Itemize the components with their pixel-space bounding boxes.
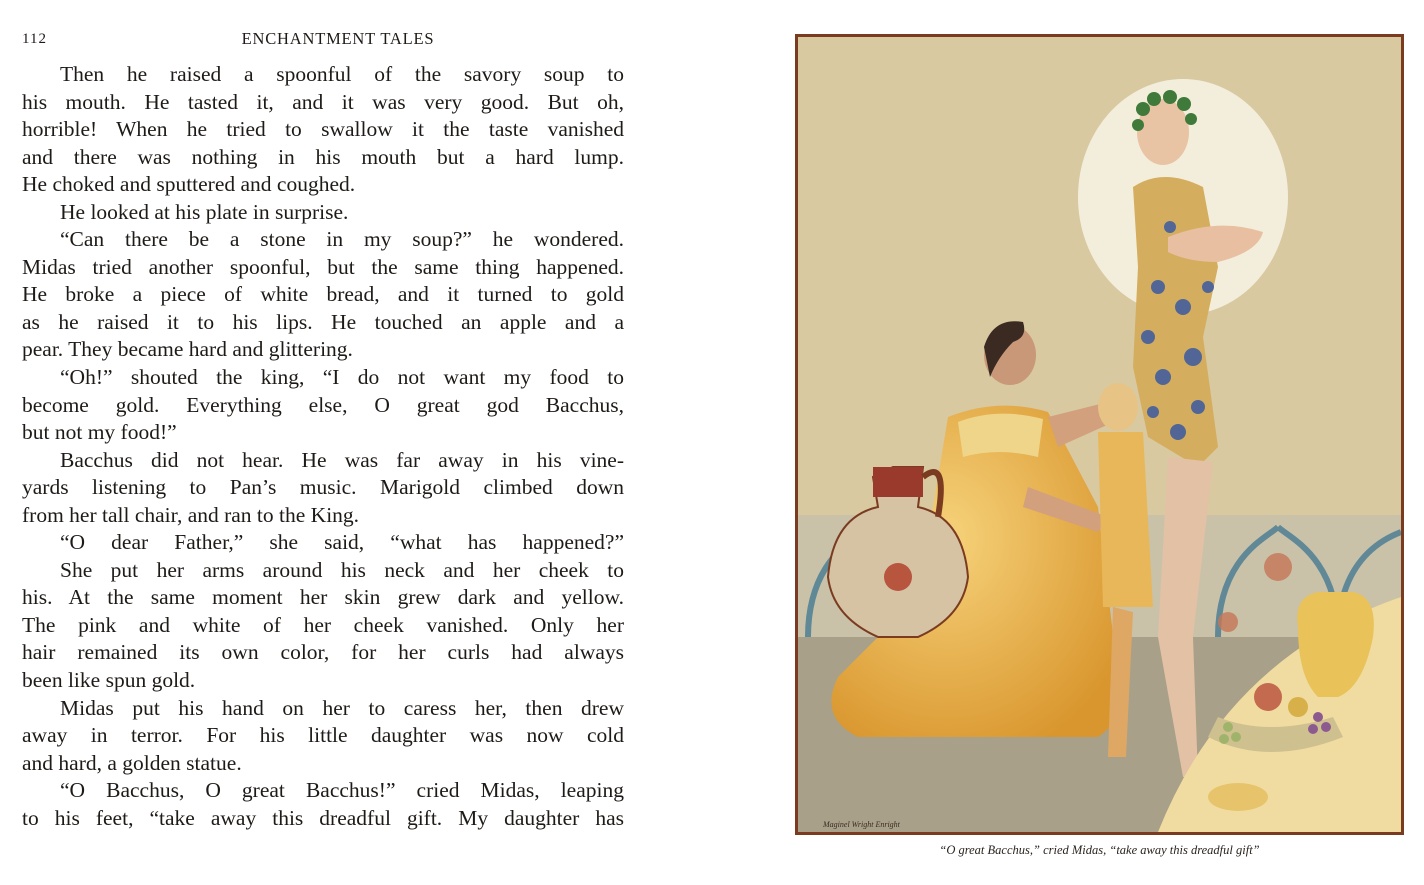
text-line: “Oh!” shouted the king, “I do not want my food to: [60, 365, 624, 390]
text-line: Midas tried another spoonful, but the same thing happened.: [22, 254, 624, 279]
text-line: and hard, a golden statue.: [22, 750, 242, 775]
illustration-plate: [795, 34, 1404, 835]
illustration-caption: “O great Bacchus,” cried Midas, “take away this dreadful gift”: [939, 843, 1260, 857]
text-line: from her tall chair, and ran to the King.: [22, 502, 360, 527]
body-text: [22, 61, 624, 832]
text-line: his mouth. He tasted it, and it was very good. But oh,: [22, 89, 624, 114]
text-line: Midas put his hand on her to caress her, then drew: [60, 695, 624, 720]
text-line: She put her arms around his neck and her cheek to: [60, 557, 624, 582]
text-line: become gold. Everything else, O great god Bacchus,: [22, 392, 624, 417]
left-page: [0, 0, 650, 885]
text-line: away in terror. For his little daughter was now cold: [22, 723, 624, 748]
text-line: “Can there be a stone in my soup?” he wondered.: [60, 227, 624, 252]
text-line: as he raised it to his lips. He touched an apple and a: [22, 309, 624, 334]
text-line: and there was nothing in his mouth but a hard lump.: [22, 144, 624, 169]
page-number: 112: [22, 31, 47, 47]
text-line: He choked and sputtered and coughed.: [22, 172, 356, 197]
text-line: but not my food!”: [22, 420, 177, 445]
text-line: Bacchus did not hear. He was far away in his vine-: [60, 447, 624, 472]
running-head: [22, 29, 624, 51]
text-line: He looked at his plate in surprise.: [60, 199, 349, 224]
text-line: to his feet, “take away this dreadful gift. My daughter has: [22, 805, 624, 830]
illustration-artwork: [798, 37, 1401, 832]
text-line: yards listening to Pan’s music. Marigold climbed down: [22, 475, 624, 500]
text-line: “O Bacchus, O great Bacchus!” cried Midas, leaping: [60, 778, 624, 803]
text-line: Then he raised a spoonful of the savory soup to: [60, 62, 624, 86]
text-line: his. At the same moment her skin grew dark and yellow.: [22, 585, 624, 610]
text-line: pear. They became hard and glittering.: [22, 337, 353, 362]
text-line: The pink and white of her cheek vanished. Only her: [22, 612, 624, 637]
text-line: been like spun gold.: [22, 668, 196, 693]
text-line: “O dear Father,” she said, “what has happened?”: [60, 530, 624, 555]
text-line: He broke a piece of white bread, and it turned to gold: [22, 282, 624, 307]
artist-signature: Maginel Wright Enright: [823, 820, 900, 829]
text-line: hair remained its own color, for her curls had always: [22, 640, 624, 665]
text-line: horrible! When he tried to swallow it the taste vanished: [22, 117, 624, 142]
book-title: ENCHANTMENT TALES: [241, 29, 435, 48]
